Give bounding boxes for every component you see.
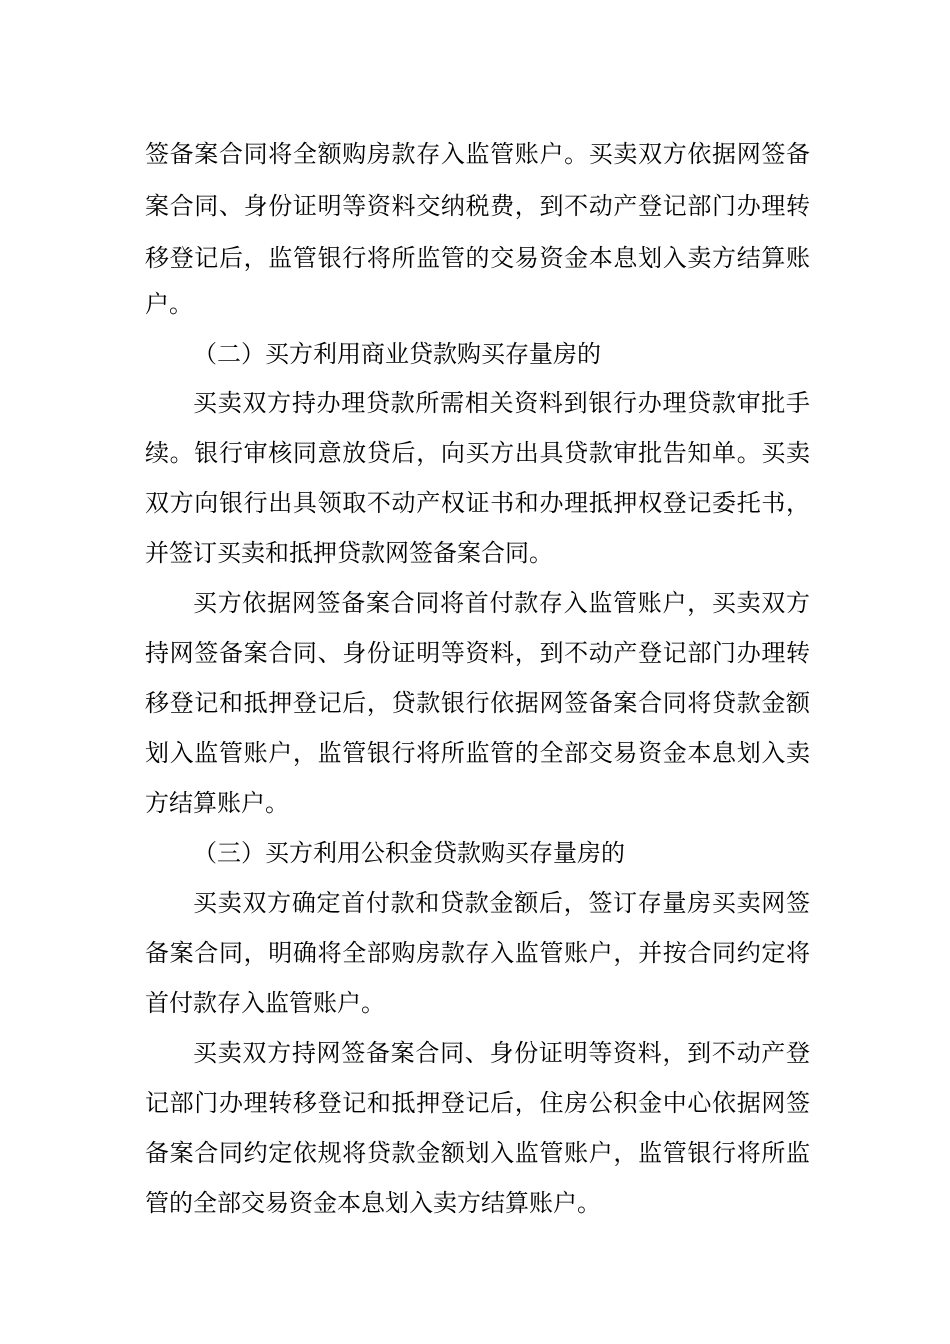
text-line: 买卖双方持网签备案合同、身份证明等资料，到不动产登: [193, 1039, 810, 1067]
section-heading: （三）买方利用公积金贷款购买存量房的: [193, 839, 625, 867]
text-line: 移登记和抵押登记后，贷款银行依据网签备案合同将贷款金额: [145, 689, 810, 717]
text-line: 案合同、身份证明等资料交纳税费，到不动产登记部门办理转: [145, 192, 810, 220]
text-line: 续。银行审核同意放贷后，向买方出具贷款审批告知单。买卖: [145, 439, 810, 467]
text-line: 双方向银行出具领取不动产权证书和办理抵押权登记委托书，: [145, 489, 810, 517]
text-line: 并签订买卖和抵押贷款网签备案合同。: [145, 539, 553, 567]
text-line: 买卖双方持办理贷款所需相关资料到银行办理贷款审批手: [193, 389, 810, 417]
section-heading: （二）买方利用商业贷款购买存量房的: [193, 340, 601, 368]
text-line: 买卖双方确定首付款和贷款金额后，签订存量房买卖网签: [193, 889, 810, 917]
text-line: 首付款存入监管账户。: [145, 989, 385, 1017]
text-line: 移登记后，监管银行将所监管的交易资金本息划入卖方结算账: [145, 244, 810, 272]
text-line: 备案合同约定依规将贷款金额划入监管账户，监管银行将所监: [145, 1139, 810, 1167]
text-line: 签备案合同将全额购房款存入监管账户。买卖双方依据网签备: [145, 140, 810, 168]
text-line: 备案合同，明确将全部购房款存入监管账户，并按合同约定将: [145, 939, 810, 967]
text-line: 记部门办理转移登记和抵押登记后，住房公积金中心依据网签: [145, 1089, 810, 1117]
text-line: 划入监管账户，监管银行将所监管的全部交易资金本息划入卖: [145, 739, 810, 767]
text-line: 买方依据网签备案合同将首付款存入监管账户，买卖双方: [193, 589, 810, 617]
text-line: 方结算账户。: [145, 789, 289, 817]
text-line: 持网签备案合同、身份证明等资料，到不动产登记部门办理转: [145, 639, 810, 667]
text-line: 管的全部交易资金本息划入卖方结算账户。: [145, 1189, 601, 1217]
text-line: 户。: [145, 290, 193, 318]
